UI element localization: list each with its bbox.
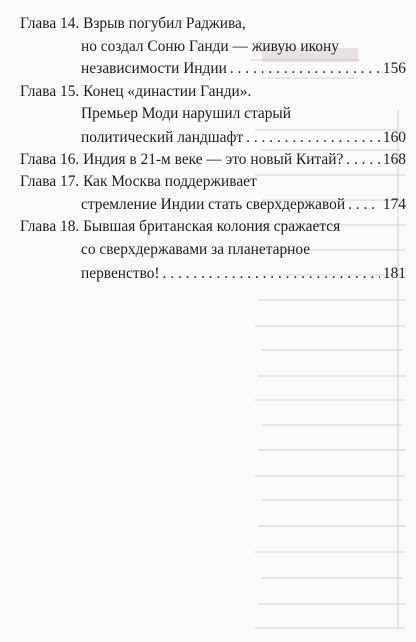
toc-entry-title-line: Глава 18. Бывшая британская колония сражается xyxy=(20,218,341,235)
toc-entry-last-line xyxy=(81,263,406,285)
toc-entry-last-line xyxy=(81,58,406,80)
dot-leader xyxy=(348,194,380,216)
dot-leader xyxy=(246,127,380,149)
toc-entry-title-line: Глава 17. Как Москва поддерживает xyxy=(20,173,257,190)
page-number: 174 xyxy=(382,196,406,213)
page-number: 156 xyxy=(382,60,406,77)
toc-entry-last-line xyxy=(81,127,406,149)
toc-entry-title-line: Глава 15. Конец «династии Ганди». xyxy=(20,83,252,100)
toc-entry-last-line xyxy=(81,194,406,216)
toc-entry-title-line: Глава 14. Взрыв погубил Раджива, xyxy=(20,15,246,32)
toc-entry-title-line: политический ландшафт xyxy=(81,129,244,146)
toc-entry-title-line: стремление Индии стать сверхдержавой xyxy=(81,196,346,213)
toc-entry-last-line xyxy=(20,149,406,171)
toc-entry-title-line: но создал Соню Ганди — живую икону xyxy=(81,38,339,55)
page-number: 160 xyxy=(382,129,406,146)
toc-entry-title-line: Премьер Моди нарушил старый xyxy=(81,105,291,122)
dot-leader xyxy=(346,149,380,171)
toc-entry-title-line: независимости Индии xyxy=(81,60,227,77)
page-number: 181 xyxy=(382,265,406,282)
toc-entry-title-line: Глава 16. Индия в 21-м веке — это новый Китай? xyxy=(20,151,344,168)
toc-entry-title-line: первенство! xyxy=(81,265,160,282)
page-number: 168 xyxy=(382,151,406,168)
dot-leader xyxy=(230,58,380,80)
dot-leader xyxy=(163,263,380,285)
toc-entry-title-line: со сверхдержавами за планетарное xyxy=(81,241,311,258)
